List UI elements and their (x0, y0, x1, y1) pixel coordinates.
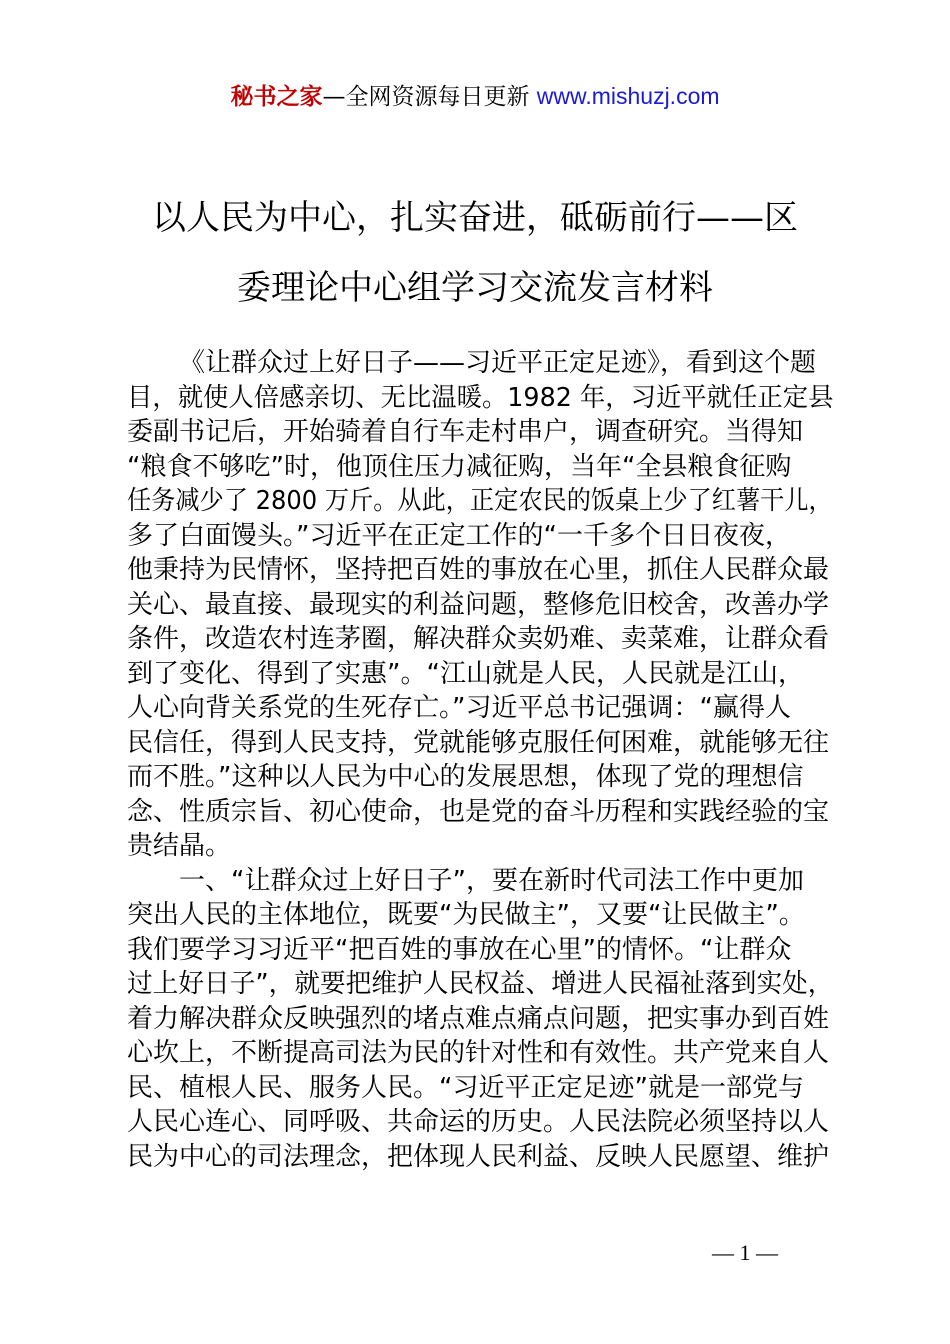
document-title (120, 183, 830, 323)
page-number: — 1 — (712, 1240, 778, 1265)
document-body (127, 346, 833, 1174)
body-line: 念、性质宗旨、初心使命，也是党的奋斗历程和实践经验的宝 (127, 796, 830, 827)
body-line: 关心、最直接、最现实的利益问题，整修危旧校舍，改善办学 (127, 589, 830, 620)
body-line: 我们要学习习近平“把百姓的事放在心里”的情怀。“让群众 (127, 934, 792, 965)
body-line: 心坎上，不断提高司法为民的针对性和有效性。共产党来自人 (127, 1038, 830, 1068)
site-header (0, 80, 950, 113)
header-tagline: —全网资源每日更新 (322, 84, 530, 110)
title-line: 委理论中心组学习交流发言材料 (237, 268, 713, 308)
body-line: 多了白面馒头。”习近平在正定工作的“一千多个日日夜夜， (127, 520, 791, 551)
body-line: 民信任，得到人民支持，党就能够克服任何困难，就能够无往 (127, 727, 830, 758)
body-line: 目，就使人倍感亲切、无比温暖。1982 年，习近平就任正定县 (127, 382, 834, 413)
body-line: 委副书记后，开始骑着自行车走村串户，调查研究。当得知 (127, 417, 804, 447)
body-line: 过上好日子”，就要把维护人民权益、增进人民福祉落到实处， (127, 969, 834, 999)
body-line: 民为中心的司法理念，把体现人民利益、反映人民愿望、维护 (127, 1141, 830, 1172)
body-line: 民、植根人民、服务人民。“习近平正定足迹”就是一部党与 (127, 1072, 804, 1103)
body-line: 人民心连心、同呼吸、共命运的历史。人民法院必须坚持以人 (127, 1107, 830, 1137)
body-line: 他秉持为民情怀，坚持把百姓的事放在心里，抓住人民群众最 (127, 555, 830, 585)
body-line: 着力解决群众反映强烈的堵点难点痛点问题，把实事办到百姓 (127, 1003, 830, 1034)
body-line: 而不胜。”这种以人民为中心的发展思想，体现了党的理想信 (127, 762, 804, 792)
title-line: 以人民为中心，扎实奋进，砥砺前行——区 (152, 198, 798, 238)
body-line: 人心向背关系党的生死存亡。”习近平总书记强调：“赢得人 (127, 693, 791, 723)
body-line: 到了变化、得到了实惠”。“江山就是人民，人民就是江山， (127, 658, 804, 689)
brand-name: 秘书之家 (230, 84, 323, 110)
body-line: 突出人民的主体地位，既要“为民做主”，又要“让民做主”。 (127, 900, 805, 930)
site-url[interactable]: www.mishuzj.com (536, 83, 720, 109)
body-line: 一、“让群众过上好日子”，要在新时代司法工作中更加 (179, 865, 804, 896)
body-line: “粮食不够吃”时，他顶住压力减征购，当年“全县粮食征购 (127, 451, 792, 482)
body-line: 《让群众过上好日子——习近平正定足迹》，看到这个题 (179, 348, 817, 378)
body-line: 任务减少了 2800 万斤。从此，正定农民的饭桌上少了红薯干儿， (127, 486, 833, 516)
body-line: 条件，改造农村连茅圈，解决群众卖奶难、卖菜难，让群众看 (127, 624, 830, 654)
body-line: 贵结晶。 (127, 831, 232, 861)
